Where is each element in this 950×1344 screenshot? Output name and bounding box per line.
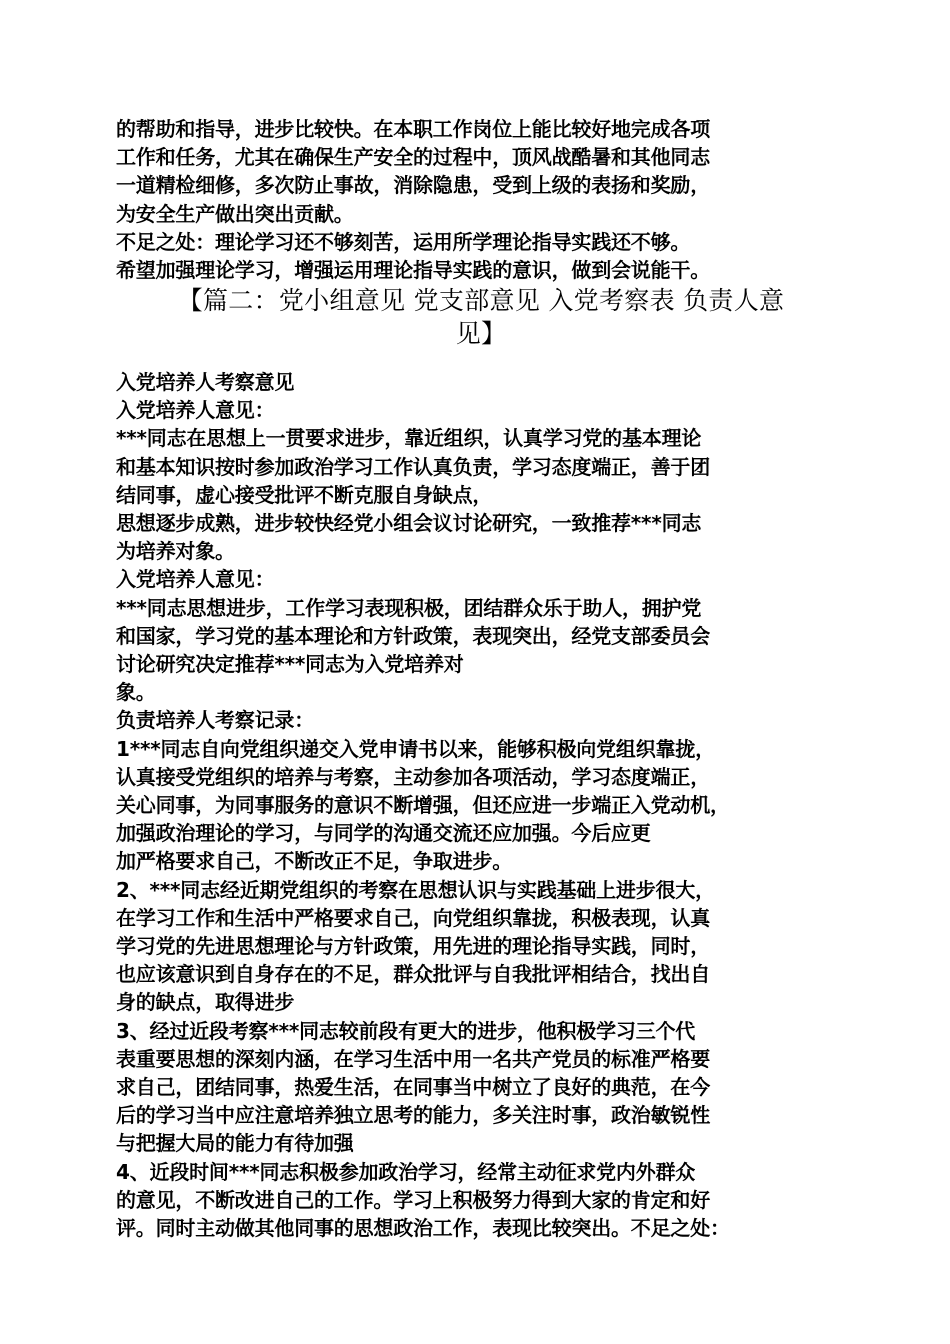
text-line: 和国家，学习党的基本理论和方针政策，表现突出，经党支部委员会	[116, 623, 710, 648]
text-line: 表重要思想的深刻内涵，在学习生活中用一名共产党员的标准严格要	[116, 1046, 710, 1071]
text-line: 为安全生产做出突出贡献。	[116, 201, 354, 226]
text-line: 为培养对象。	[116, 539, 235, 564]
text-line: 象。	[116, 680, 156, 705]
text-line: 身的缺点，取得进步	[116, 990, 295, 1015]
text-line: 的意见，不断改进自己的工作。学习上积极努力得到大家的肯定和好	[116, 1187, 710, 1212]
text-line: 3、经过近段考察***同志较前段有更大的进步，他积极学习三个代	[116, 1018, 696, 1043]
text-line: 关心同事，为同事服务的意识不断增强，但还应进一步端正入党动机，	[116, 793, 730, 818]
text-line: 入党培养人考察意见	[116, 370, 295, 394]
text-line: 希望加强理论学习，增强运用理论指导实践的意识，做到会说能干。	[116, 258, 710, 283]
text-line: 评。同时主动做其他同事的思想政治工作，表现比较突出。不足之处：	[116, 1216, 730, 1241]
heading-line: 见】	[455, 319, 507, 348]
text-line: 1***同志自向党组织递交入党申请书以来，能够积极向党组织靠拢，	[116, 736, 715, 761]
text-line: 求自己，团结同事，热爱生活，在同事当中树立了良好的典范，在今	[116, 1075, 710, 1100]
text-line: 认真接受党组织的培养与考察，主动参加各项活动，学习态度端正，	[116, 764, 710, 789]
text-line: 2、***同志经近期党组织的考察在思想认识与实践基础上进步很大，	[116, 877, 715, 902]
heading-line: 【篇二：党小组意见 党支部意见 入党考察表 负责人意	[177, 286, 785, 315]
text-line: 思想逐步成熟，进步较快经党小组会议讨论研究，一致推荐***同志	[116, 511, 702, 536]
text-line: 入党培养人意见：	[116, 567, 275, 592]
body-text	[116, 368, 846, 1242]
text-line: 4、近段时间***同志积极参加政治学习，经常主动征求党内外群众	[116, 1159, 696, 1184]
text-line: 负责培养人考察记录：	[116, 708, 314, 733]
text-line: 与把握大局的能力有待加强	[116, 1131, 354, 1156]
text-line: 在学习工作和生活中严格要求自己，向党组织靠拢，积极表现，认真	[116, 905, 710, 930]
text-line: 后的学习当中应注意培养独立思考的能力，多关注时事，政治敏锐性	[116, 1103, 710, 1128]
text-line: 结同事，虚心接受批评不断克服自身缺点，	[116, 482, 493, 507]
intro-paragraph	[116, 115, 846, 284]
text-line: ***同志思想进步，工作学习表现积极，团结群众乐于助人，拥护党	[116, 595, 702, 620]
text-line: 学习党的先进思想理论与方针政策，用先进的理论指导实践，同时，	[116, 934, 710, 959]
text-line: ***同志在思想上一贯要求进步，靠近组织，认真学习党的基本理论	[116, 426, 702, 451]
text-line: 不足之处：理论学习还不够刻苦，运用所学理论指导实践还不够。	[116, 229, 691, 254]
text-line: 加强政治理论的学习，与同学的沟通交流还应加强。今后应更	[116, 821, 651, 846]
text-line: 也应该意识到自身存在的不足，群众批评与自我批评相结合，找出自	[116, 962, 710, 987]
text-line: 入党培养人意见：	[116, 398, 275, 423]
text-line: 一道精检细修，多次防止事故，消除隐患，受到上级的表扬和奖励，	[116, 173, 710, 198]
section-heading	[116, 284, 846, 350]
text-line: 的帮助和指导，进步比较快。在本职工作岗位上能比较好地完成各项	[116, 117, 710, 141]
text-line: 讨论研究决定推荐***同志为入党培养对	[116, 652, 464, 677]
text-line: 工作和任务，尤其在确保生产安全的过程中，顶风战酷暑和其他同志	[116, 145, 710, 170]
text-line: 和基本知识按时参加政治学习工作认真负责，学习态度端正，善于团	[116, 454, 710, 479]
text-line: 加严格要求自己，不断改正不足，争取进步。	[116, 849, 512, 874]
